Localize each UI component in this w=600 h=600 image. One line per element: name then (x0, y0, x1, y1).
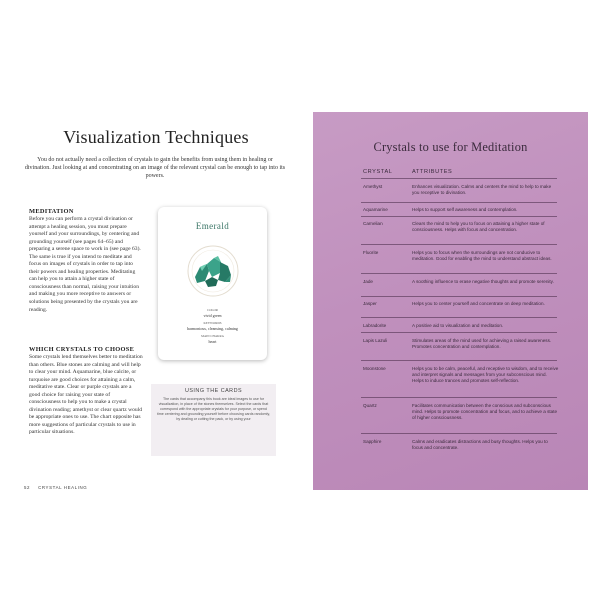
crystal-name: Jade (363, 279, 373, 284)
row-divider (361, 317, 557, 318)
which-crystals-heading: WHICH CRYSTALS TO CHOOSE (29, 346, 135, 353)
using-cards-box (151, 384, 276, 456)
column-header-attributes: ATTRIBUTES (412, 169, 453, 175)
crystal-name: Amethyst (363, 184, 383, 189)
which-crystals-body: Some crystals lend themselves better to meditation than others. Blue stones are calming and will help to clear your mind. Aquamarine, blue calcite, or turquoise are good choices for attaining a calm, meditative state. Clear or purple crystals are a good choice for raising your state of consciousness to help you to make a crystal divination reading; amethyst or clear quartz would be appropriate ones to use. The chart opposite has more suggestions of particular crystals to use in particular situations. (29, 354, 143, 436)
row-divider (361, 273, 557, 274)
meditation-body: Before you can perform a crystal divination or attempt a healing session, you must prepare yourself and your surroundings, by centering and grounding yourself (see pages 64–65) and preparing a serene space to work in (see page 63). The same is true if you intend to meditate and focus on images of crystals in order to tap into their powers and healing properties. Meditating can help you to attain a higher state of consciousness than normal, raising your intuition and making you more receptive to answers or solutions being presented by the crystals you are reading. (29, 216, 141, 313)
emerald-card (158, 207, 267, 360)
page-title: Visualization Techniques (63, 127, 249, 147)
folio (24, 485, 95, 490)
crystal-attributes: Helps you to be calm, peaceful, and receptive to wisdom, and to receive and interpret signals and messages from your subconscious mind. Helps to induce trances and promotes self-reflection. (412, 366, 559, 384)
row-divider (361, 360, 557, 361)
emerald-crystal-image (185, 243, 241, 299)
card-name: Emerald (195, 221, 230, 231)
row-divider (361, 202, 557, 203)
crystal-name: Labradorite (363, 323, 387, 328)
meditation-heading: MEDITATION (29, 208, 74, 215)
card-chakra-label: MAIN CHAKRA (201, 334, 224, 338)
row-divider (361, 244, 557, 245)
intro-paragraph: You do not actually need a collection of crystals to gain the benefits from using them in healing or divination. Just looking at and concentrating on an image of the relevant crystal can be enough to tap into its powers. (24, 157, 286, 180)
crystal-name: Moonstone (363, 366, 386, 371)
crystal-attributes: Helps you to focus when the surroundings are not conducive to meditation. Good for enabling the mind to understand abstract ideas. (412, 250, 552, 262)
card-keywords-value: harmonious, cleansing, calming (187, 326, 238, 331)
table-title: Crystals to use for Meditation (373, 140, 528, 154)
row-divider (361, 397, 557, 398)
crystal-attributes: Helps to support self awareness and contemplation. (412, 207, 518, 212)
crystal-attributes: A positive aid to visualization and meditation. (412, 323, 504, 328)
row-divider (361, 433, 557, 434)
card-keywords-label: KEYWORDS (203, 321, 222, 325)
row-divider (361, 332, 557, 333)
crystal-attributes: A soothing influence to erase negative thoughts and promote serenity. (412, 279, 554, 284)
card-color-label: COLOR (207, 308, 218, 312)
crystal-name: Fluorite (363, 250, 379, 255)
right-page (313, 112, 588, 490)
crystal-name: Sapphire (363, 439, 382, 444)
row-divider (361, 296, 557, 297)
running-head: CRYSTAL HEALING (38, 485, 88, 490)
page-number: 52 (24, 485, 31, 490)
crystal-attributes: Stimulates areas of the mind used for achieving a raised awareness. Promotes concentration and contemplation. (412, 338, 552, 350)
crystal-name: Aquamarine (363, 207, 388, 212)
row-divider (361, 216, 557, 217)
crystal-attributes: Helps you to center yourself and concentrate on deep meditation. (412, 301, 545, 306)
crystal-attributes: Facilitates communication between the conscious and subconscious mind. Helps to promote concentration and focus, and to achieve a state of higher consciousness. (412, 403, 558, 421)
card-chakra-value: heart (208, 339, 217, 344)
card-color-value: vivid green (203, 313, 222, 318)
using-cards-body: The cards that accompany this book are ideal images to use for visualization, in place of the stones themselves. Select the cards that correspond with the appropriate crystals for your purpose, or spend time centering and grounding yourself before choosing cards randomly, by dealing or cutting the pack, or by using your (157, 397, 271, 421)
crystal-attributes: Clears the mind to help you to focus on attaining a higher state of consciousness. Helps with focus and concentration. (412, 221, 545, 233)
crystal-attributes: Enhances visualization. Calms and centers the mind to help to make you receptive to divination. (412, 184, 552, 196)
crystal-name: Carnelian (363, 221, 383, 226)
header-rule (361, 178, 557, 179)
using-cards-heading: USING THE CARDS (184, 388, 243, 394)
column-header-crystal: CRYSTAL (363, 169, 393, 175)
crystal-name: Lapis Lazuli (363, 338, 388, 343)
crystal-name: Jasper (363, 301, 377, 306)
crystal-name: Quartz (363, 403, 377, 408)
crystal-attributes: Calms and eradicates distractions and busy thoughts. Helps you to focus and concentrate. (412, 439, 548, 451)
